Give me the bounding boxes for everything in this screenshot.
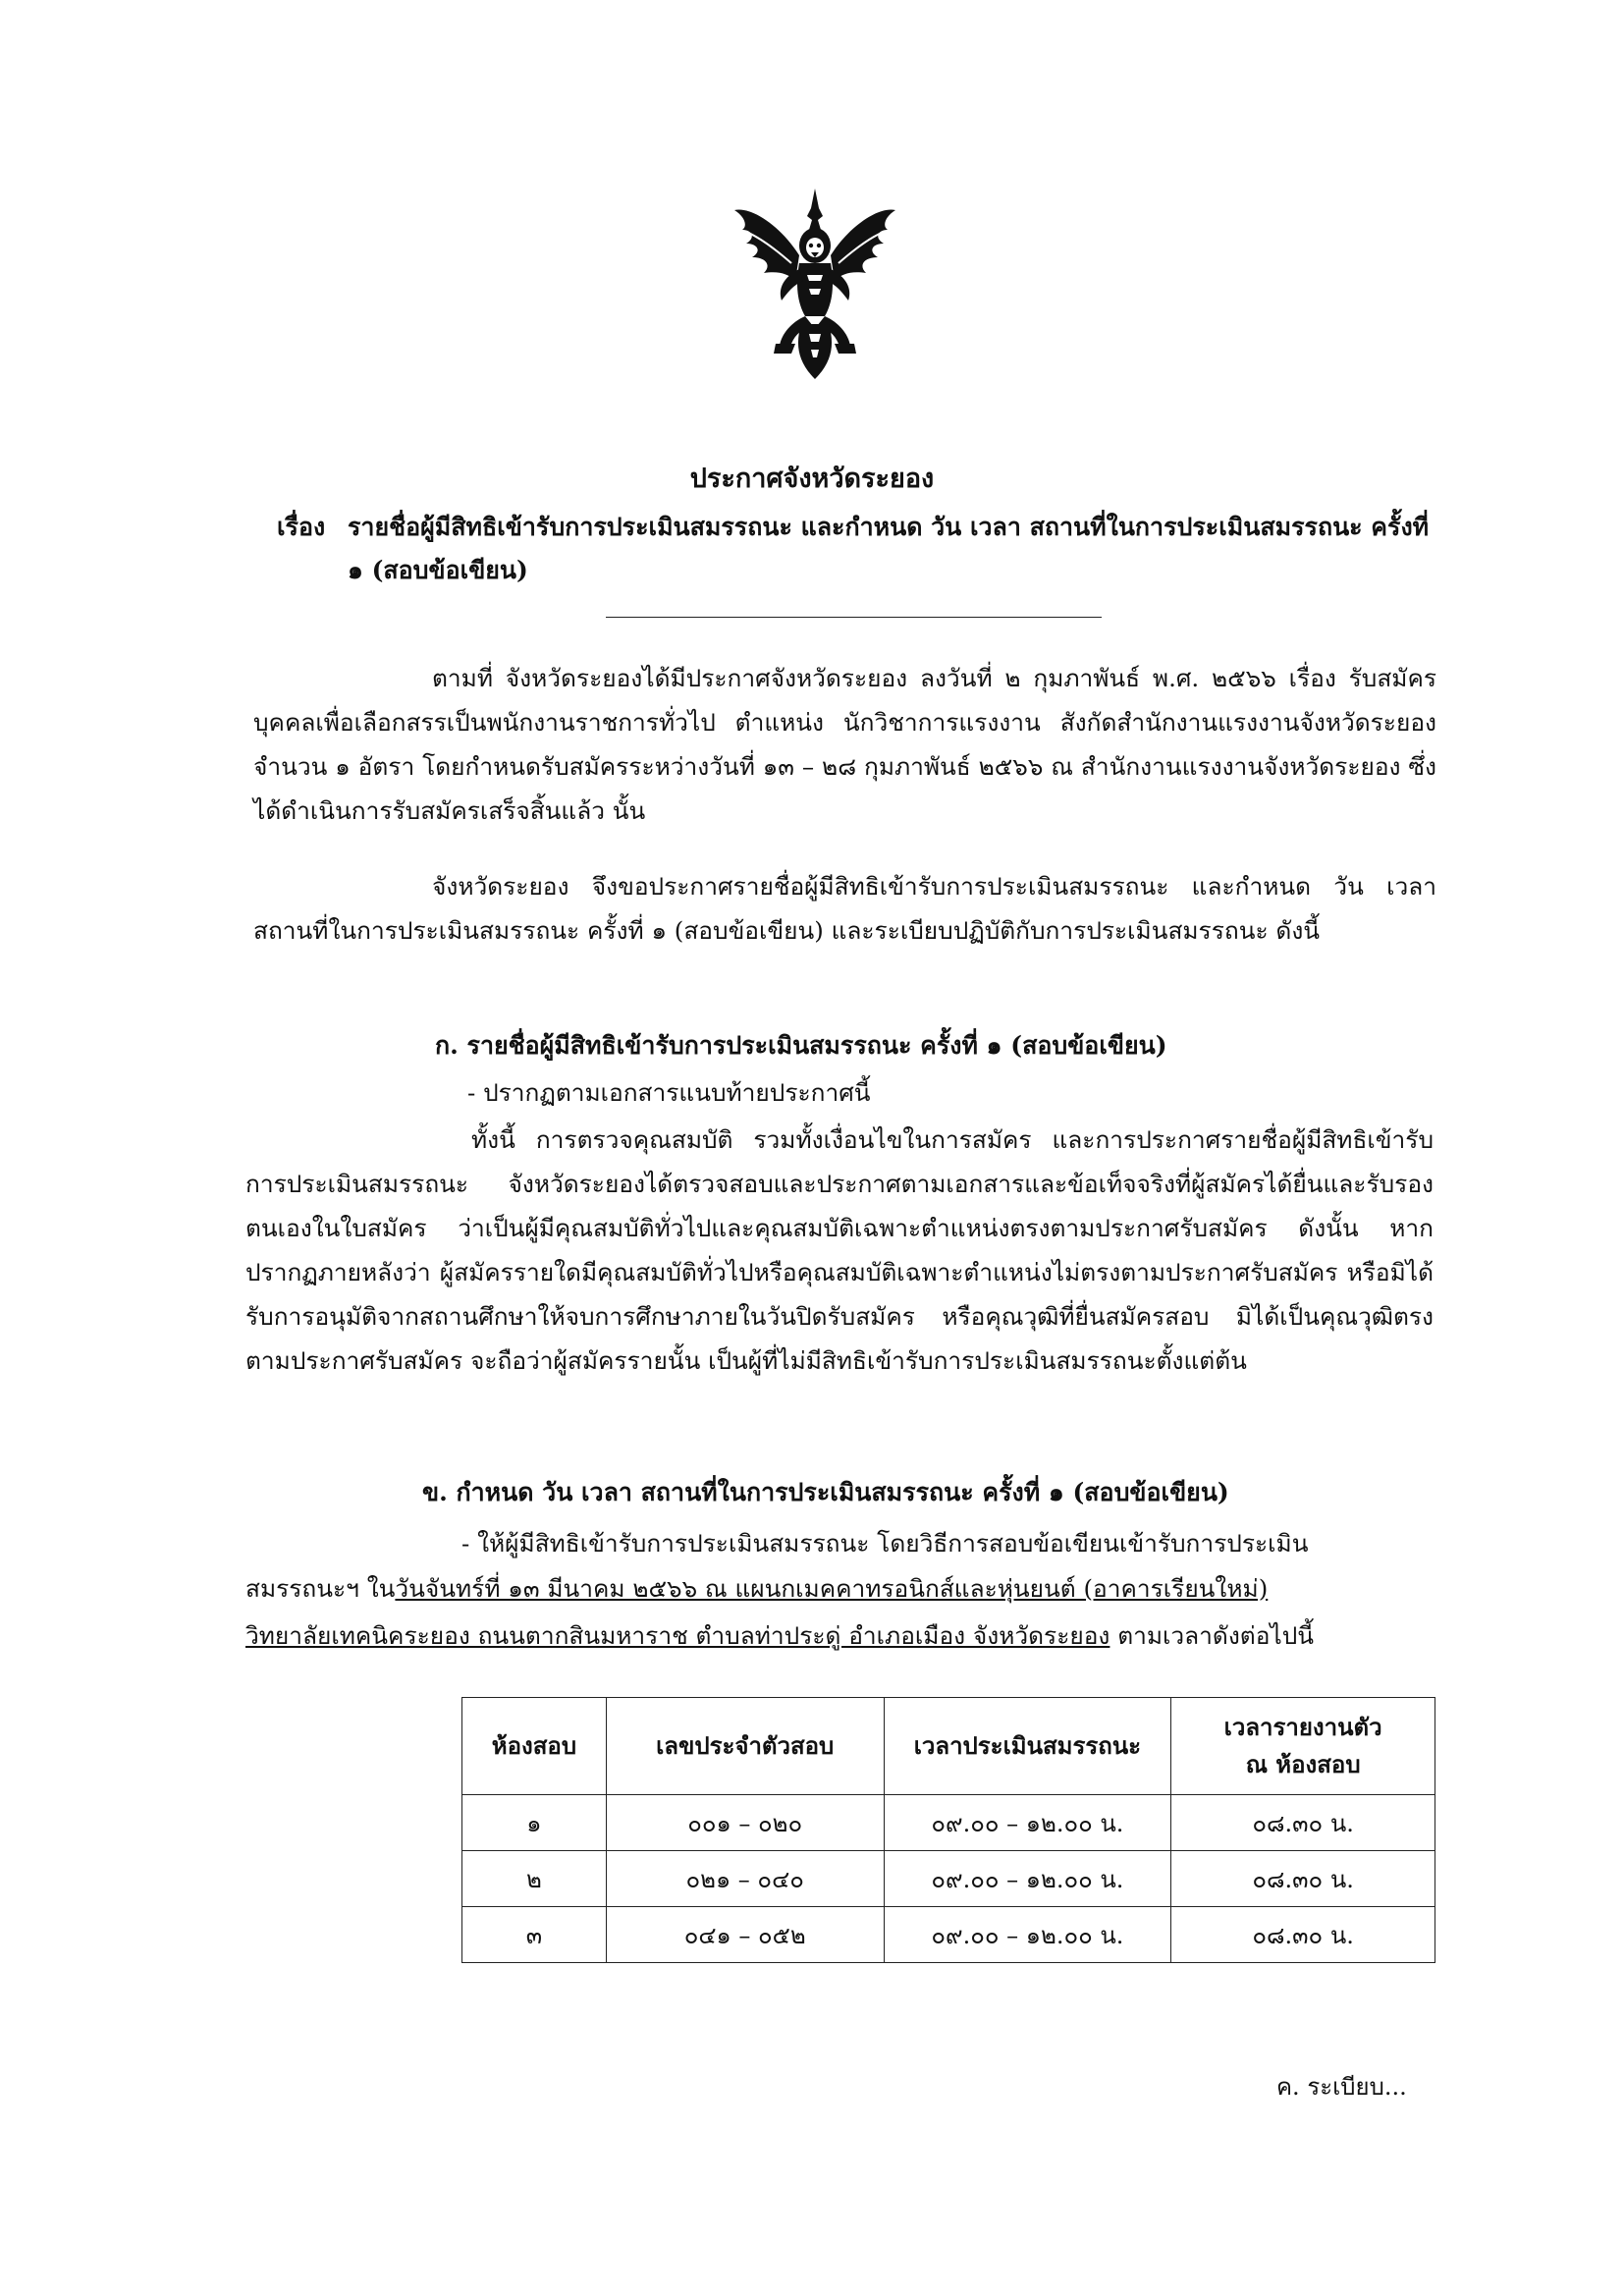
section-b-line2 xyxy=(245,1569,1268,1608)
section-a-bullet: - ปรากฏตามเอกสารแนบท้ายประกาศนี้ xyxy=(467,1078,871,1107)
cell-assessment-time: ๐๙.๐๐ – ๑๒.๐๐ น. xyxy=(884,1851,1171,1907)
garuda-emblem-icon xyxy=(727,187,903,383)
exam-venue-address: วิทยาลัยเทคนิคระยอง ถนนตากสินมหาราช ตำบลท่าประดู่ อำเภอเมือง จังหวัดระยอง xyxy=(245,1621,1110,1650)
table-row xyxy=(462,1795,1435,1851)
cell-report-time: ๐๘.๓๐ น. xyxy=(1171,1851,1435,1907)
cell-report-time: ๐๘.๓๐ น. xyxy=(1171,1795,1435,1851)
section-b-line3-plain: ตามเวลาดังต่อไปนี้ xyxy=(1110,1621,1315,1650)
cell-room: ๓ xyxy=(462,1907,607,1963)
title-divider xyxy=(606,617,1102,618)
section-b-line3 xyxy=(245,1616,1314,1655)
cell-assessment-time: ๐๙.๐๐ – ๑๒.๐๐ น. xyxy=(884,1907,1171,1963)
section-b-line2-plain: สมรรถนะฯ ใน xyxy=(245,1574,396,1603)
cell-exam-id-range: ๐๐๑ – ๐๒๐ xyxy=(606,1795,884,1851)
section-b-line1: - ให้ผู้มีสิทธิเข้ารับการประเมินสมรรถนะ โดยวิธีการสอบข้อเขียนเข้ารับการประเมิน xyxy=(461,1529,1309,1558)
announcement-title: ประกาศจังหวัดระยอง xyxy=(689,464,935,494)
table-header-row xyxy=(462,1698,1435,1795)
cell-room: ๒ xyxy=(462,1851,607,1907)
section-a-heading: ก. รายชื่อผู้มีสิทธิเข้ารับการประเมินสมรรถนะ ครั้งที่ ๑ (สอบข้อเขียน) xyxy=(435,1031,1167,1060)
cell-exam-id-range: ๐๔๑ – ๐๕๒ xyxy=(606,1907,884,1963)
header-assessment-time: เวลาประเมินสมรรถนะ xyxy=(884,1698,1171,1795)
table-row xyxy=(462,1907,1435,1963)
paragraph-intro xyxy=(253,656,1436,833)
cell-room: ๑ xyxy=(462,1795,607,1851)
header-report-time-line2: ณ ห้องสอบ xyxy=(1245,1750,1361,1778)
header-report-time xyxy=(1171,1698,1435,1795)
exam-schedule-table xyxy=(461,1697,1435,1963)
section-a-note xyxy=(245,1118,1434,1383)
subject-label: เรื่อง xyxy=(277,513,326,541)
header-report-time-line1: เวลารายงานตัว xyxy=(1223,1713,1382,1741)
header-exam-room: ห้องสอบ xyxy=(462,1698,607,1795)
section-b-heading: ข. กำหนด วัน เวลา สถานที่ในการประเมินสมรรถนะ ครั้งที่ ๑ (สอบข้อเขียน) xyxy=(422,1478,1229,1506)
continuation-marker: ค. ระเบียบ... xyxy=(1276,2073,1407,2101)
header-exam-id: เลขประจำตัวสอบ xyxy=(606,1698,884,1795)
subject-text: รายชื่อผู้มีสิทธิเข้ารับการประเมินสมรรถนะ และกำหนด วัน เวลา สถานที่ในการประเมินสมรรถนะ ครั้งที่ ๑ (สอบข้อเขียน) xyxy=(348,513,1430,584)
section-a-note-text: ทั้งนี้ การตรวจคุณสมบัติ รวมทั้งเงื่อนไขในการสมัคร และการประกาศรายชื่อผู้มีสิทธิเข้ารับการประเมินสมรรถนะ จังหวัดระยองได้ตรวจสอบและประกาศตามเอกสารและข้อเท็จจริงที่ผู้สมัครได้ยื่นและรับรองตนเองในใบสมัคร ว่าเป็นผู้มีคุณสมบัติทั่วไปและคุณสมบัติเฉพาะตำแหน่งตรงตามประกาศรับสมัคร ดังนั้น หากปรากฏภายหลังว่า ผู้สมัครรายใดมีคุณสมบัติทั่วไปหรือคุณสมบัติเฉพาะตำแหน่งไม่ตรงตามประกาศรับสมัคร หรือมิได้รับการอนุมัติจากสถานศึกษาให้จบการศึกษาภายในวันปิดรับสมัคร หรือคุณวุฒิที่ยื่นสมัครสอบ มิได้เป็นคุณวุฒิตรงตามประกาศรับสมัคร จะถือว่าผู้สมัครรายนั้น เป็นผู้ที่ไม่มีสิทธิเข้ารับการประเมินสมรรถนะตั้งแต่ต้น xyxy=(245,1125,1434,1375)
exam-date-venue: วันจันทร์ที่ ๑๓ มีนาคม ๒๕๖๖ ณ แผนกเมคคาทรอนิกส์และหุ่นยนต์ (อาคารเรียนใหม่) xyxy=(395,1574,1269,1603)
paragraph-intro-text: ตามที่ จังหวัดระยองได้มีประกาศจังหวัดระยอง ลงวันที่ ๒ กุมภาพันธ์ พ.ศ. ๒๕๖๖ เรื่อง รับสมัครบุคคลเพื่อเลือกสรรเป็นพนักงานราชการทั่วไป ตำแหน่ง นักวิชาการแรงงาน สังกัดสำนักงานแรงงานจังหวัดระยอง จำนวน ๑ อัตรา โดยกำหนดรับสมัครระหว่างวันที่ ๑๓ – ๒๘ กุมภาพันธ์ ๒๕๖๖ ณ สำนักงานแรงงานจังหวัดระยอง ซึ่งได้ดำเนินการรับสมัครเสร็จสิ้นแล้ว นั้น xyxy=(253,664,1436,825)
table-row xyxy=(462,1851,1435,1907)
cell-report-time: ๐๘.๓๐ น. xyxy=(1171,1907,1435,1963)
paragraph-announce-text: จังหวัดระยอง จึงขอประกาศรายชื่อผู้มีสิทธิเข้ารับการประเมินสมรรถนะ และกำหนด วัน เวลา สถานที่ในการประเมินสมรรถนะ ครั้งที่ ๑ (สอบข้อเขียน) และระเบียบปฏิบัติกับการประเมินสมรรถนะ ดังนี้ xyxy=(253,872,1436,945)
cell-assessment-time: ๐๙.๐๐ – ๑๒.๐๐ น. xyxy=(884,1795,1171,1851)
paragraph-announce xyxy=(253,864,1436,953)
cell-exam-id-range: ๐๒๑ – ๐๔๐ xyxy=(606,1851,884,1907)
